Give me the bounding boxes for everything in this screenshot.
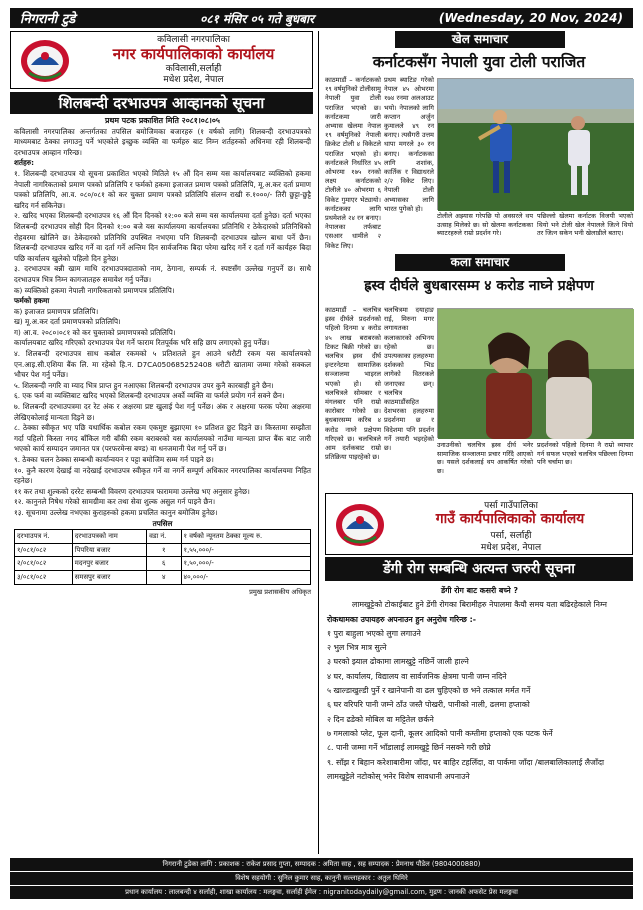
notice-body bbox=[14, 116, 311, 597]
village-municipality-name: पर्सा गाउँपालिका bbox=[484, 501, 538, 511]
firm-a: क) इजाजत प्रमाणपत्र प्रतिलिपि। bbox=[14, 306, 99, 316]
date-nepali: ०८१ मंसिर ०५ गते बुधबार bbox=[200, 11, 315, 26]
table-cell: ६ bbox=[147, 557, 181, 571]
list-item: ८. पानी जम्मा गर्ने भाँडालाई लामखुट्टे छिर्न नसक्ने गरी छोप्ने bbox=[327, 743, 491, 753]
table-cell: १/०८१/०८२ bbox=[15, 543, 73, 557]
condition-3b: कार्यालयबाट खरिद गरिएको दरभाउपत्र पेश गर्ने फाराम रितपूर्वक भरि सहि छाप लगाएको हुनु पर्नेछ। bbox=[14, 338, 270, 348]
list-item: ९. साँझ र बिहान करेशाबारीमा जाँदा, घर बाहिर टहलिँदा, वा पार्कमा जाँदा /बालबालिकालाई लैजाँदा लामखुट्टेले नटोकोस् भनेर विशेष सावधानी अपनाउने bbox=[327, 757, 605, 781]
firm-b: ख) मू.अ.कर दर्ता प्रमाणपत्रको प्रतिलिपि। bbox=[14, 317, 121, 327]
column-divider bbox=[318, 31, 319, 854]
table-cell: १,५०,०००/- bbox=[181, 557, 310, 571]
art-caption-1: उनाउनीको चलचित्र ह्रस्व दीर्घ भनेर सामाजिक सञ्जालमा प्रचार गरिँदै आएको छ। यसले दर्शकलाई थप आकर्षित गरेको छ। bbox=[437, 441, 533, 475]
sports-section-label: खेल समाचार bbox=[395, 31, 565, 48]
list-item: ६ घर वरिपरि पानी जम्ने ठाँउ जस्तै पोखरी, पानीको नाली, ढलमा हप्ताको bbox=[327, 700, 530, 710]
table-header: वडा नं. bbox=[147, 530, 181, 544]
schedule-label: तपसिल bbox=[152, 518, 173, 528]
table-cell: ४ bbox=[147, 570, 181, 584]
notice-title: शिलबन्दी दरभाउपत्र आव्हानको सूचना bbox=[10, 92, 313, 114]
film-poster-photo bbox=[437, 308, 633, 438]
list-item: २ भुल भित्र मात्र सुत्ने bbox=[327, 643, 387, 653]
table-cell: २/०८१/०८२ bbox=[15, 557, 73, 571]
table-row bbox=[15, 557, 311, 571]
table-header: दरभाउपत्र नं. bbox=[15, 530, 73, 544]
table-cell: मदनपुर बजार bbox=[72, 557, 146, 571]
office-province: मधेश प्रदेश, नेपाल bbox=[163, 75, 224, 85]
condition-8: ८. ठेक्का स्वीकृत भए पछि यथार्थिक कबोल रकम एकमुष्ट बुझाएमा १० प्रतिशत छुट दिइने छ। किस्तामा सम्झौता गर्दा पहिलो किस्ता नगद बाँकिल गरी बाँकी रकम बराबरको यस कार्यालयको नाउँमा मान्यता प्राप्त बैंक बाट जारी भएको कार्य सम्पादन जमानत पत्र (परफरमेन्स बण्ड) वा धनजमानी पेश गर्नु पर्ने छ। bbox=[14, 423, 311, 454]
firm-label: फर्मको हकमा bbox=[14, 296, 50, 306]
list-item: १ पुरा बाहुला भएको लुगा लगाउने bbox=[327, 628, 421, 638]
condition-3: ३. दरभाउपत्र बन्नी खाम माथि दरभाउपत्रदाताको नाम, ठेगाना, सम्पर्क नं. स्पष्टसँग उल्लेख गनुपर्ने छ। साथै दरभाउपत्र भित्र निम्न कागजातहरु समावेश गर्नु पर्नेछ। bbox=[14, 264, 311, 284]
village-office-province: मधेश प्रदेश, नेपाल bbox=[480, 543, 542, 553]
sports-caption-2: पछिल्लो खेलमा कर्नाटक विजयी भएको थियो भने टोली खेल नेपालले जित्ने थियो तर जित्न सकेन भनी खेलाडीले बताए। bbox=[537, 212, 633, 238]
art-caption-2: प्रदर्शनको पहिलो दिनमा नै राम्रो व्यापार गर्न सफल भएको चलचित्र पछिल्ला दिनमा पनि चर्चामा छ। bbox=[537, 441, 633, 467]
signature: प्रमुख प्रशासकीय अधिकृत bbox=[249, 587, 311, 596]
sports-caption-1: टोलीले अझ्यास गरेपछि यो अवसरले थप उत्साह मिलेको छ। सो खेलमा कर्नाटकका ब्याटरहरुले राम्रो प्रदर्शन गरे। bbox=[437, 212, 533, 238]
art-headline: ह्रस्व दीर्घले बुधबारसम्म ४ करोड नाघ्ने प्रक्षेपण bbox=[364, 278, 594, 294]
condition-2: २. खरिद भएका शिलबन्दी दरभाउपत्र १६ औं दिन दिनको १२:०० बजे सम्म यस कार्यालयमा दर्ता हुनेछ। दर्ता भएका शिलबन्दी दरभाउपत्र सोही दिन दिनको १:०० बजे यस कार्यालयमा कार्यालयका प्रतिनिधि र ठेकेदारको प्रतिनिधिको रोहवरमा खोलिने छ। ठेकेदारको प्रतिनिधि उपस्थित नभएमा पनि शिलबन्दी दरभाउपत्र खोल्न बाधा पर्ने छैन। शिलबन्दी दरभाउपत्र खरिद गर्ने वा दर्ता गर्ने अन्तिम दिन सार्वजनिक बिदा परेमा खरिद गर्ने र दर्ता गर्ने कार्यहरु बिदा पछि कार्यालय खुलेको पहिलो दिन हुनेछ। bbox=[14, 211, 311, 263]
table-cell: समसपुर बजार bbox=[72, 570, 146, 584]
sports-article-col2: प्रथम ब्याटिङ गरेको नेपाल ४५ ओभरमा १७४ रनमा अलआउट भयो। नेपालको लागि कप्तान अर्जुन कुमालले ४९ रन बनाए। त्यसैगरी उत्तम थापा मगरले ३० रन बनाए। कर्नाटकका लागि शशांक, कार्तिक र विद्याधरले २/२ विकेट लिए। नेपाली टोली अभ्यासका लागि भारत पुगेको हो। bbox=[384, 76, 434, 213]
dengue-question: डेंगी रोग बाट कसरी बच्ने ? bbox=[440, 586, 518, 595]
art-article-col1: काठमाडौं – चलचित्र ह्रस्व दीर्घले प्रदर्शनको पहिलो दिनमा ४ करोड ४५ लाख बराबरको टिकट बिक्री गरेको छ। चलचित्र ह्रस्व दीर्घ इन्टरनेटमा सामाजिक सञ्जालमा भाइरल भएको हो। सो चलचित्रले सोमबार र मंगलबार पनि राम्रो कारोबार गरेको छ। बुधबारसम्म करिब ४ करोड नाघ्ने प्रक्षेपण गरिएको छ। चलचित्रले आम दर्शकबाट राम्रो प्रतिक्रिया पाइरहेको छ। bbox=[325, 306, 381, 462]
condition-6: ६. एक फर्म वा व्यक्तिबाट खरिद भएको शिलबन्दी दरभाउपत्र अर्को व्यक्ति वा फर्मले प्रयोग गर्न सक्ने छैन। bbox=[14, 391, 285, 401]
list-item: ३ घरको झ्याल ढोकामा लामखुट्टे नछिर्ने जाली हाल्ने bbox=[327, 657, 469, 667]
condition-7: ७. शिलबन्दी दरभाउपत्रमा दर रेट अंक र अक्षरमा प्रष्ट खुलाई पेश गर्नु पर्नेछ। अंक र अक्षरमा फरक परेमा अक्षरमा लेखिएकोलाई मान्यता दिइने छ। bbox=[14, 402, 311, 422]
village-office-location: पर्सा, सर्लाही bbox=[490, 531, 532, 541]
table-header-row bbox=[15, 530, 311, 544]
condition-10: १०. कुनै कारण देखाई वा नदेखाई दरभाउपत्र स्वीकृत गर्ने वा नगर्ने सम्पूर्ण अधिकार नगरपालिका कार्यालयमा निहित रहनेछ। bbox=[14, 465, 311, 486]
condition-1: १. शिलबन्दी दरभाउपत्र यो सूचना प्रकाशित भएको मितिले १५ औं दिन सम्म यस कार्यालयबाट व्यक्तिको हकमा नेपाली नागरिकताको प्रमाण पत्रको प्रतिलिपि र फर्मको हकमा इजाजत प्रमाण पत्रको प्रतिलिपि, मू.अ.कर दर्ता प्रमाण पत्रको प्रतिलिपि, आ.व. ०८०/०८१ को कर चुक्ता प्रमाण पत्रको प्रतिलिपि संलग्न राखी रु.१०००/- तिरी छुट्टा-छुट्टै खरिद गर्न सकिनेछ। bbox=[14, 168, 311, 210]
notice-intro: कविलासी नगरपालिका अन्तर्गतका तपसिल बमोजिमका बजारहरु (१ वर्षको लागि) शिलबन्दी दरभाउपत्रको माध्यमबाट ठेक्का लगाउनु पर्ने भएकोले इच्छुक व्यक्ति वा फर्महरु बाट निम्न शर्तहरुको अधिनमा रही शिलबन्दी दरभाउपत्र आव्हान गरिन्छ। bbox=[14, 126, 311, 157]
condition-3a: क) व्यक्तिको हकमा नेपाली नागरिकताको प्रमाणपत्र प्रतिलिपि। bbox=[14, 285, 175, 295]
condition-9: ९. ठेक्का चलन ठेक्का सम्बन्धी कार्यान्वयन र पट्टा बमोजिम सम्म गर्न पाइने छ। bbox=[14, 455, 214, 464]
condition-4: ४. शिलबन्दी दरभाउपत्र साथ कबोल रकमको ५ प्रतिशतले हुन आउने धरौटी रकम यस कार्यालयको एन.आइ.सी.एशिया बैंक लि. मा रहेको हि.न. D7CA050685252408 धरौटी खातामा जम्मा गरेको सक्कल भौचर पेश गर्नु पर्नेछ। bbox=[14, 349, 311, 380]
kabilasi-office-header bbox=[10, 31, 313, 89]
office-name: नगर कार्यपालिकाको कार्यालय bbox=[112, 45, 275, 63]
list-item: ५ खाल्डाखुल्डी पुर्ने र खानेपानी वा ढल चुहिएको छ भने तत्काल मर्मत गर्ने bbox=[327, 686, 531, 696]
cricket-image bbox=[438, 79, 634, 211]
table-cell: १ bbox=[147, 543, 181, 557]
footer-publisher: निगरानी टुडेका लागि : प्रकाशक : राकेश प्रसाद गुप्ता, सम्पादक : अमिता साह , सह सम्पादक : प्रेमनाथ पौडेल (9804000880) bbox=[10, 858, 633, 871]
condition-5: ५. शिलबन्दी नगरि वा म्याद भित्र प्राप्त हुन नआएका शिलबन्दी दरभाउपत्र उपर कुनै कारबाही हुने छैन। bbox=[14, 380, 274, 390]
table-cell: ३/०८१/०८२ bbox=[15, 570, 73, 584]
footer-address: प्रधान कार्यालय : लालबन्दी ४ सर्लाही, शाखा कार्यालय : मलङ्गवा, सर्लाही ईमेल : nigranitodaydaily@gmail.com, मुद्रण : जानकी अफसेट प्रेस मलङ्गवा bbox=[10, 886, 633, 899]
table-header: १ वर्षको न्यूनतम ठेक्का मूल्य रु. bbox=[181, 530, 310, 544]
art-section-label: कला समाचार bbox=[395, 254, 565, 271]
conditions-label: शर्तहरु: bbox=[14, 158, 34, 168]
condition-13: १३. सूचनामा उल्लेख नभएका कुराहरुको हकमा प्रचलित कानुन बमोजिम हुनेछ। bbox=[14, 507, 218, 517]
list-item: ४ घर, कार्यालय, विद्यालय वा सार्वजनिक क्षेत्रमा पानी जम्न नदिने bbox=[327, 671, 507, 681]
dengue-intro-2: रोकथामका उपायहरु अपनाउन हुन अनुरोध गरिन्छ :- bbox=[327, 614, 476, 624]
footer-advisors: विशेष सहयोगी : सुनिल कुमार साह, कानुनी सल्लाहकार : अतुल थिमिरे bbox=[10, 872, 633, 885]
dengue-intro: लामखुट्टेको टोकाईबाट हुने डेंगी रोगका बिरामीहरु नेपालमा कैयौ समय यता बढिरहेकाले निम्न bbox=[352, 600, 607, 610]
municipality-name: कविलासी नगरपालिका bbox=[157, 35, 230, 45]
firm-c: ग) आ.व. २०८०।०८१ को कर चुक्ताको प्रमाणपत्रको प्रतिलिपि। bbox=[14, 327, 176, 337]
date-english: (Wednesday, 20 Nov, 2024) bbox=[438, 11, 623, 25]
art-article-col2: चलचित्रमा दयाहाङ राई, मिरुना मगर लगायतका कलाकारको अभिनय रहेको छ। उपत्यकाका हलहरुमा दर्शकको भिड लागेको वितरकले जनाएका छन्। चलचित्र काठमाडौंसहित देशभरका हलहरुमा प्रदर्शनमा छ र विदेशमा पनि प्रदर्शन गर्ने तयारी भइरहेको छ। bbox=[384, 306, 434, 453]
film-still-image bbox=[438, 309, 634, 439]
table-row bbox=[15, 543, 311, 557]
dengue-notice-body bbox=[327, 584, 632, 784]
table-cell: पिपरिया बजार bbox=[72, 543, 146, 557]
imprint-footer bbox=[10, 858, 633, 900]
nepal-emblem-icon bbox=[19, 37, 71, 85]
masthead-bar bbox=[10, 8, 633, 28]
list-item: ७ गमलाको प्लेट, फूल दानी, कूलर आदिको पानी कम्तीमा हप्ताको एक पटक फेर्ने bbox=[327, 728, 553, 738]
office-location: कविलासी,सर्लाही bbox=[165, 64, 222, 74]
village-office-name: गाउँ कार्यपालिकाको कार्यालय bbox=[435, 511, 585, 527]
newspaper-brand: निगरानी टुडे bbox=[20, 12, 76, 27]
nepal-emblem-icon bbox=[334, 501, 386, 549]
condition-12: १२. कानुनले निषेध गरेको सामग्रीमा कर तथा सेवा शुल्क असुल गर्न पाइने छैन। bbox=[14, 497, 216, 507]
publication-date: प्रथम पटक प्रकाशित मिति २०८१।०८।०५ bbox=[105, 116, 220, 125]
cricket-photo bbox=[437, 78, 633, 210]
table-header: दरभाउपत्रको नाम bbox=[72, 530, 146, 544]
list-item: २ दिन ढडेको मोबिल वा मट्टितेल छर्कने bbox=[327, 714, 434, 724]
table-row bbox=[15, 570, 311, 584]
sports-headline: कर्नाटकसँग नेपाली युवा टोली पराजित bbox=[372, 53, 586, 71]
table-cell: १,५५,०००/- bbox=[181, 543, 310, 557]
sports-article-col1: काठमाडौं – कर्नाटकको १९ वर्षमुनिको टोलीसामु नेपाली युवा टोली पराजित भएको छ। कर्नाटकमा जारी अभ्यास खेलमा नेपाल १९ वर्षमुनिको नेपाली क्रिकेट टोली ४ विकेटले पराजित भएको हो। कर्नाटकले निर्धारित ४५ ओभरमा १७५ रनको लक्ष्य कर्नाटकको टोलीले ४० ओभरमा ६ विकेट गुमाएर भेट्यायो। कर्नाटकका लागि प्रथमेशले २४ रन बनाए। नेपालका तर्फबाट एसआर धामीले २ विकेट लिए। bbox=[325, 76, 381, 250]
bid-schedule-table bbox=[14, 529, 311, 584]
condition-11: ११ कर तथा शुल्कको दररेट सम्बन्धी विवरण दरभाउपत्र फाराममा उल्लेख भए अनुसार हुनेछ। bbox=[14, 486, 250, 496]
table-cell: ४०,०००/- bbox=[181, 570, 310, 584]
dengue-notice-title: डेंगी रोग सम्बन्धि अत्यन्त जरुरी सूचना bbox=[325, 557, 633, 581]
parsa-office-header bbox=[325, 493, 633, 555]
